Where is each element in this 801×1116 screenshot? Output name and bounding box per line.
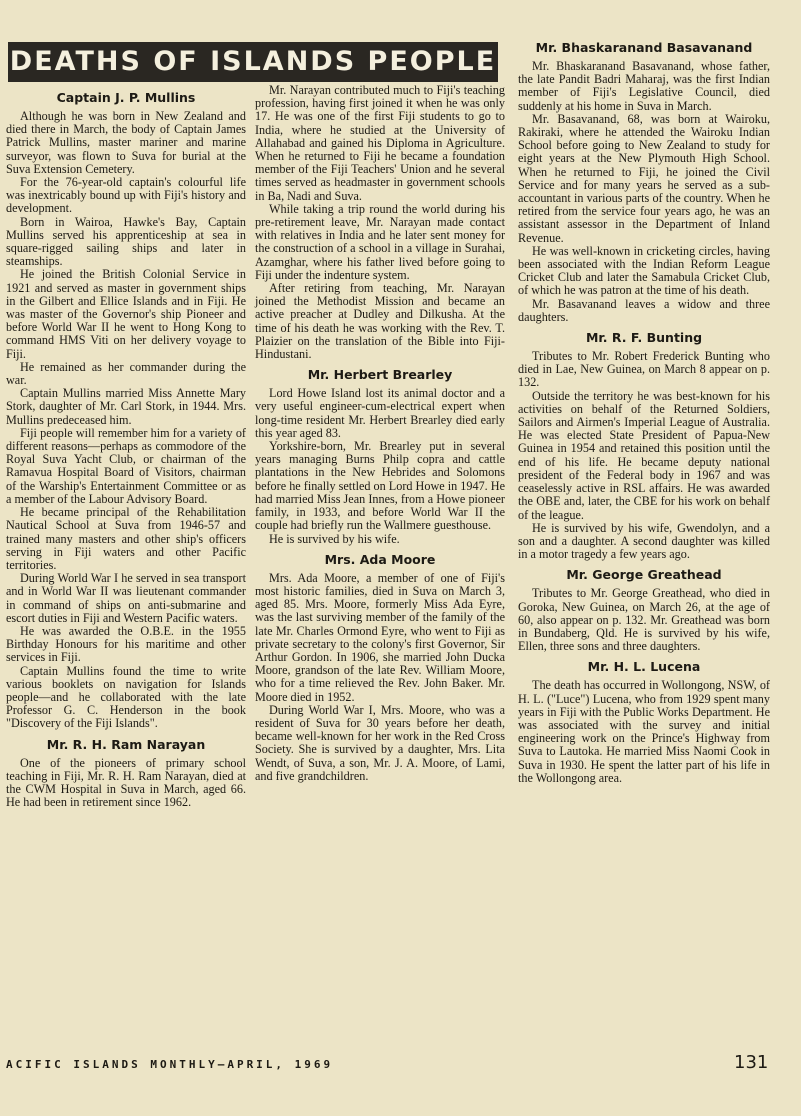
article-paragraph: Mrs. Ada Moore, a member of one of Fiji's most historic families, died in Suva on March 3, aged 85. Mrs. Moore, formerly Miss Ada Eyre, was the last surviving member of the family of the late Mr. Charles Ormond Eyre, who went to Fiji as private secretary to the colony's first Governor, Sir Arthur Gordon. In 1906, she married John Ducka Moore, grandson of the late Rev. William Moore, who for a time relieved the Rev. John Baker. Mr. Moore died in 1952.	[255, 570, 505, 704]
article-paragraph: Tributes to Mr. George Greathead, who died in Goroka, New Guinea, on March 26, at the age of 60, also appear on p. 132. Mr. Greathead was born in Bundaberg, Qld. He is survived by his wife, Ellen, three sons and three daughters.	[518, 586, 770, 654]
article-body-lucena	[518, 679, 770, 785]
article-paragraph: Mr. Bhaskaranand Basavanand, whose father, the late Pandit Badri Maharaj, was the first Indian member of Fiji's Legislative Council, died suddenly at his home in Suva in March.	[518, 59, 770, 113]
article-paragraph: While taking a trip round the world during his pre-retirement leave, Mr. Narayan made contact with relatives in India and he later sent money for the construction of a school in a village in Surahai, Azamghar, where his father lived before going to Fiji under the indenture system.	[255, 201, 505, 282]
article-paragraph: He became principal of the Rehabilitation Nautical School at Suva from 1946-57 and trained many masters and other ship's officers serving in Fiji waters and other Pacific territories.	[6, 505, 246, 572]
article-paragraph: He remained as her commander during the war.	[6, 359, 246, 388]
article-paragraph: Born in Wairoa, Hawke's Bay, Captain Mullins served his apprenticeship at sea in square-rigged sailing ships and later in steamships.	[6, 214, 246, 269]
article-title-mullins: Captain J. P. Mullins	[56, 90, 196, 105]
article-paragraph: Outside the territory he was best-known for his activities on behalf of the Returned Soldiers, Sailors and Airmen's Imperial League of Australia. He was elected State President of Papua-New Guinea in 1954 and retained this position until the end of his life. He became deputy national president of the Federal body in 1967 and was ceaselessly active in RSL affairs. He was awarded the OBE and, later, the CBE for his work on behalf of the league.	[518, 388, 770, 522]
article-body-bunting	[518, 350, 770, 561]
footer-publication: ACIFIC ISLANDS MONTHLY—APRIL, 1969	[6, 1058, 334, 1071]
article-body-brearley	[255, 387, 505, 545]
article-paragraph: He was well-known in cricketing circles, having been associated with the Indian Reform League Cricket Club and later the Samabula Cricket Club, of which he was patron at the time of his death.	[518, 243, 770, 298]
article-paragraph: For the 76-year-old captain's colourful life was inextricably bound up with Fiji's history and development.	[6, 175, 246, 216]
article-paragraph: He is survived by his wife, Gwendolyn, and a son and a daughter. A second daughter was killed in a motor tragedy a few years ago.	[518, 520, 770, 562]
article-title-basavanand: Mr. Bhaskaranand Basavanand	[535, 40, 753, 55]
article-title-narayan: Mr. R. H. Ram Narayan	[46, 736, 206, 752]
column-1	[6, 84, 246, 809]
article-paragraph: After retiring from teaching, Mr. Narayan joined the Methodist Mission and became an active preacher at Dudley and Dilkusha. At the time of his death he was working with the Rev. T. Plaizier on the translation of the Bible into Fiji-Hindustani.	[255, 281, 505, 362]
article-body-mullins	[6, 110, 246, 731]
article-paragraph: Fiji people will remember him for a variety of different reasons—perhaps as commodore of the Royal Suva Yacht Club, or chairman of the Ramavua Hospital Board of Visitors, chairman of the Warship's Entertainment Committee or as a member of the Labour Advisory Board.	[6, 425, 246, 506]
article-title-bunting: Mr. R. F. Bunting	[585, 330, 703, 346]
article-body-greathead	[518, 587, 770, 653]
article-paragraph: He was awarded the O.B.E. in the 1955 Birthday Honours for his maritime and other services in Fiji.	[6, 623, 246, 665]
article-paragraph: He joined the British Colonial Service in 1921 and served as master in government ships in the Gilbert and Ellice Islands and in Fiji. He was master of the Governor's ship Pioneer and before World War II he went to Hong Kong to command HMS Viti on her delivery voyage to Fiji.	[6, 267, 246, 361]
page-number: 131	[734, 1052, 769, 1073]
article-body-narayan-cont	[255, 84, 505, 361]
article-title-brearley: Mr. Herbert Brearley	[307, 367, 453, 383]
article-title-lucena: Mr. H. L. Lucena	[587, 659, 701, 675]
article-paragraph: The death has occurred in Wollongong, NSW, of H. L. ("Luce") Lucena, who from 1929 spent many years in Fiji with the Public Works Department. He was associated with the survey and initial engineering work on the Prince's Highway from Suva to Lautoka. He married Miss Naomi Cook in Suva in 1930. He spent the latter part of his life in the Wollongong area.	[518, 678, 770, 785]
article-paragraph: Mr. Basavanand, 68, was born at Wairoku, Rakiraki, where he attended the Wairoku Indian School before going to New Zealand to study for eight years at the New Plymouth High School. When he returned to Fiji, he joined the Civil Service and for many years he served as a sub-accountant in various parts of the country. When he retired from the service four years ago, he was an assistant assessor in the Department of Inland Revenue.	[518, 111, 770, 245]
article-body-narayan	[6, 757, 246, 810]
column-3	[518, 40, 770, 785]
article-paragraph: Captain Mullins married Miss Annette Mary Stork, daughter of Mr. Carl Stork, in 1944. Mrs. Mullins predeceased him.	[6, 386, 246, 427]
article-paragraph: During World War I he served in sea transport and in World War II was lieutenant commander in command of ships on anti-submarine and escort duties in Fiji and Western Pacific waters.	[6, 571, 246, 625]
column-2	[255, 84, 505, 783]
article-paragraph: Although he was born in New Zealand and died there in March, the body of Captain James Patrick Mullins, master mariner and marine surveyor, was flown to Suva for burial at the Suva Extension Cemetery.	[6, 109, 246, 176]
article-paragraph: Captain Mullins found the time to write various booklets on navigation for Islands people—and he collaborated with the late Professor G. C. Henderson in the book "Discovery of the Fiji Islands".	[6, 663, 246, 731]
article-paragraph: He is survived by his wife.	[269, 531, 400, 546]
article-paragraph: During World War I, Mrs. Moore, who was a resident of Suva for 30 years before her death, became well-known for her work in the Red Cross Society. She is survived by a daughter, Mrs. Lita Wendt, of Suva, a son, Mr. J. A. Moore, of Lami, and five grandchildren.	[255, 702, 505, 783]
article-paragraph: Yorkshire-born, Mr. Brearley put in several years managing Burns Philp copra and cattle plantations in the New Hebrides and Solomons before he finally settled on Lord Howe in 1947. He had married Miss Jean Innes, from a Howe pioneer family, in 1933, and before World War II the couple had briefly run the Wallmere guesthouse.	[255, 439, 505, 533]
article-body-basavanand	[518, 60, 770, 324]
article-title-moore: Mrs. Ada Moore	[324, 551, 436, 567]
article-paragraph: Mr. Basavanand leaves a widow and three daughters.	[518, 296, 770, 324]
article-paragraph: Lord Howe Island lost its animal doctor and a very useful engineer-cum-electrical expert when long-time resident Mr. Herbert Brearley died early this year aged 83.	[255, 386, 505, 440]
section-banner: DEATHS OF ISLANDS PEOPLE	[8, 42, 498, 82]
article-paragraph: Tributes to Mr. Robert Frederick Bunting who died in Lae, New Guinea, on March 8 appear on p. 132.	[518, 349, 770, 390]
article-paragraph: Mr. Narayan contributed much to Fiji's teaching profession, having first joined it when he was only 17. He was one of the first Fiji students to go to India, where he studied at the University of Allahabad and gained his Diploma in Agriculture. When he returned to Fiji he became a foundation member of the Fiji Teachers' Union and he several times served as headmaster in government schools in Ba, Nadi and Suva.	[255, 83, 505, 203]
article-body-moore	[255, 572, 505, 783]
article-title-greathead: Mr. George Greathead	[566, 567, 722, 583]
article-paragraph: One of the pioneers of primary school teaching in Fiji, Mr. R. H. Ram Narayan, died at the CWM Hospital in Suva in March, aged 66. He had been in retirement since 1962.	[6, 755, 246, 810]
